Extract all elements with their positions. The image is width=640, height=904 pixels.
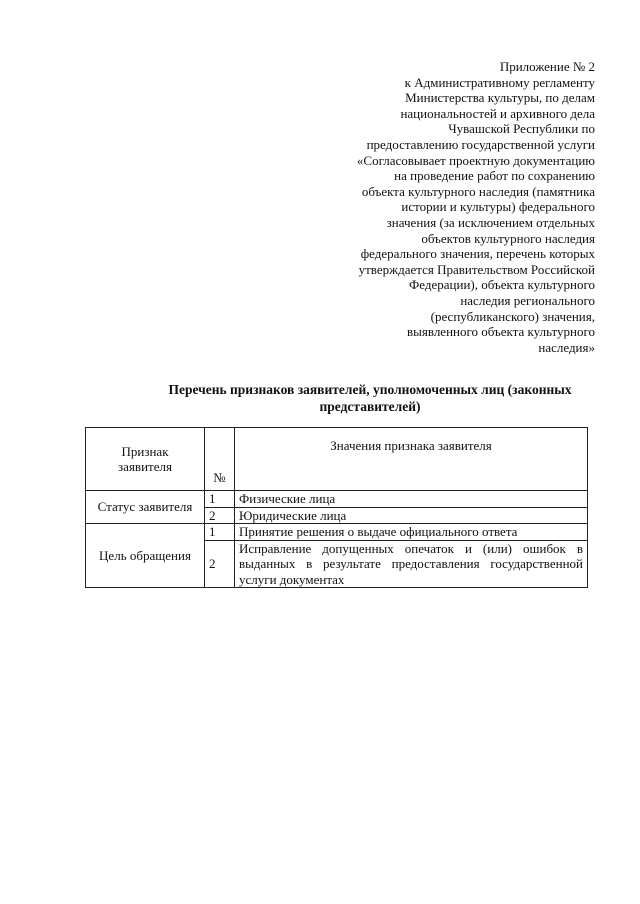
header-values-cell: Значения признака заявителя [235, 428, 588, 491]
appendix-line: к Административному регламенту [404, 74, 595, 90]
row-value-cell: Юридические лица [235, 507, 588, 524]
row-number-cell: 2 [205, 507, 235, 524]
appendix-line: федерального значения, перечень которых [360, 246, 595, 262]
appendix-line: утверждается Правительством Российской [358, 261, 595, 277]
appendix-line: наследия регионального [460, 292, 595, 308]
header-sign-cell [86, 428, 205, 491]
appendix-line: Федерации), объекта культурного [409, 277, 595, 293]
appendix-line: значения (за исключением отдельных [386, 214, 595, 230]
appendix-line: объектов культурного наследия [421, 230, 595, 246]
appendix-line: «Согласовывает проектную документацию [356, 152, 595, 168]
appendix-line: Приложение № 2 [499, 59, 595, 74]
row-number-cell: 2 [205, 540, 235, 588]
appendix-line: Чувашской Республики по [448, 121, 595, 137]
table-header-row [86, 428, 588, 491]
sign-cell-status: Статус заявителя [86, 491, 205, 524]
row-value-cell: Исправление допущенных опечаток и (или) ошибок в выданных в результате предоставления государственной услуги документах [235, 540, 588, 588]
row-number-cell: 1 [205, 491, 235, 508]
appendix-line: национальностей и архивного дела [400, 105, 595, 121]
list-title-line-1: Перечень признаков заявителей, уполномоченных лиц (законных [168, 382, 572, 397]
applicant-signs-table [85, 427, 588, 588]
appendix-line: выявленного объекта культурного [407, 324, 595, 340]
appendix-line: объекта культурного наследия (памятника [361, 183, 595, 199]
appendix-line: Министерства культуры, по делам [405, 90, 595, 106]
appendix-line: истории и культуры) федерального [401, 199, 595, 215]
table-row [86, 524, 588, 541]
header-sign-line-1: Признак [121, 443, 169, 459]
row-value-cell: Принятие решения о выдаче официального ответа [235, 524, 588, 541]
appendix-line: на проведение работ по сохранению [394, 168, 595, 184]
appendix-line: (республиканского) значения, [430, 308, 595, 324]
list-title [90, 381, 640, 415]
appendix-line: предоставлению государственной услуги [366, 136, 595, 152]
appendix-heading [330, 59, 595, 355]
header-number-cell: № [205, 428, 235, 491]
appendix-line: наследия» [538, 339, 595, 355]
row-number-cell: 1 [205, 524, 235, 541]
row-value-cell: Физические лица [235, 491, 588, 508]
list-title-line-2: представителей) [319, 399, 421, 414]
table-row [86, 491, 588, 508]
sign-cell-purpose: Цель обращения [86, 524, 205, 588]
header-sign-line-2: заявителя [118, 459, 172, 474]
